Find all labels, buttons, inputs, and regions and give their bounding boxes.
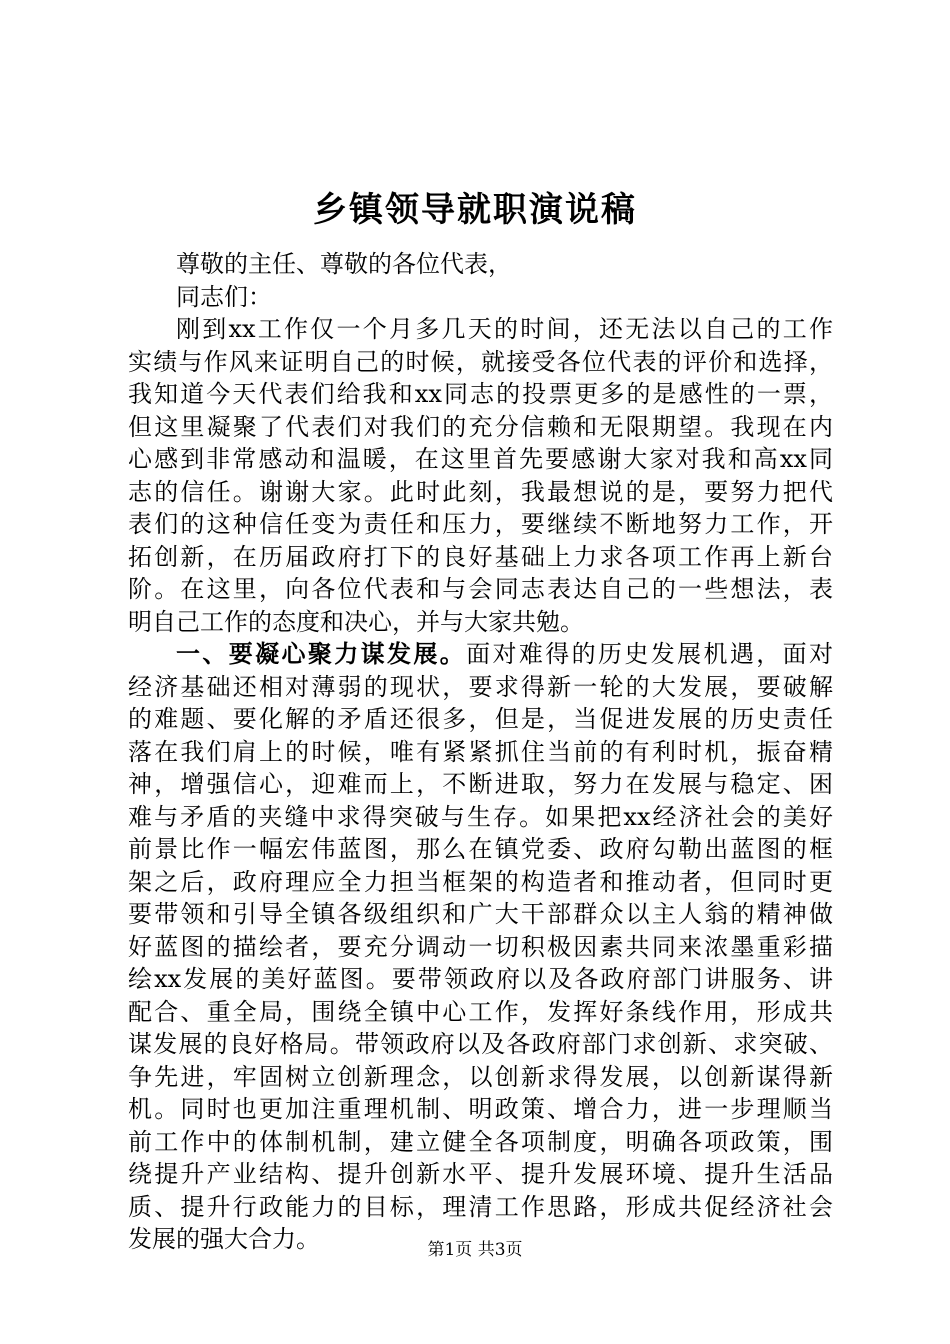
paragraph-2-line: 的难题、要化解的矛盾还很多，但是，当促进发展的历史责任 [128,705,833,733]
paragraph-1-line: 志的信任。谢谢大家。此时此刻，我最想说的是，要努力把代 [128,477,833,506]
paragraph-1-line: 刚到xx工作仅一个月多几天的时间，还无法以自己的工作 [176,315,833,343]
paragraph-2-line: 配合、重全局，围绕全镇中心工作，发挥好条线作用，形成共 [128,997,833,1026]
paragraph-1-line: 阶。在这里，向各位代表和与会同志表达自己的一些想法，表 [128,575,833,603]
paragraph-2 [128,638,833,1256]
paragraph-1-line: 心感到非常感动和温暖，在这里首先要感谢大家对我和高xx同 [128,445,833,473]
paragraph-2-line: 争先进，牢固树立创新理念，以创新求得发展，以创新谋得新 [128,1062,833,1091]
paragraph-2-line: 要带领和引导全镇各级组织和广大干部群众以主人翁的精神做 [128,900,833,928]
paragraph-2-line: 经济基础还相对薄弱的现状，要求得新一轮的大发展，要破解 [128,672,833,701]
paragraph-2-line: 前景比作一幅宏伟蓝图，那么在镇党委、政府勾勒出蓝图的框 [128,835,833,863]
paragraph-2-first-line [128,638,833,671]
section-heading: 一、要凝心聚力谋发展。 [176,639,467,668]
document-body [128,248,833,1256]
salutation-line-2: 同志们： [176,282,272,311]
paragraph-2-line: 难与矛盾的夹缝中求得突破与生存。如果把xx经济社会的美好 [128,802,833,831]
page-number-footer: 第1页 共3页 [427,1240,523,1260]
paragraph-2-first-line-text: 面对难得的历史发展机遇，面对 [466,640,833,668]
paragraph-2-line: 机。同时也更加注重理机制、明政策、增合力，进一步理顺当 [128,1095,833,1123]
paragraph-2-line: 发展的强大合力。 [128,1225,320,1253]
paragraph-2-line: 神，增强信心，迎难而上，不断进取，努力在发展与稳定、困 [128,770,833,798]
paragraph-2-line: 谋发展的良好格局。带领政府以及各政府部门求创新、求突破、 [128,1030,833,1058]
paragraph-1-line: 明自己工作的态度和决心，并与大家共勉。 [128,607,584,636]
paragraph-2-line: 绕提升产业结构、提升创新水平、提升发展环境、提升生活品 [128,1160,833,1188]
paragraph-1-line: 拓创新，在历届政府打下的良好基础上力求各项工作再上新台 [128,542,833,571]
salutation-line-1: 尊敬的主任、尊敬的各位代表， [176,250,512,278]
paragraph-1 [128,313,833,638]
paragraph-2-line: 落在我们肩上的时候，唯有紧紧抓住当前的有利时机，振奋精 [128,737,833,766]
paragraph-2-line: 绘xx发展的美好蓝图。要带领政府以及各政府部门讲服务、讲 [128,965,833,993]
document-title: 乡镇领导就职演说稿 [313,190,637,230]
paragraph-2-line: 质、提升行政能力的目标，理清工作思路，形成共促经济社会 [128,1192,833,1221]
paragraph-2-line: 架之后，政府理应全力担当框架的构造者和推动者，但同时更 [128,867,833,896]
paragraph-1-line: 我知道今天代表们给我和xx同志的投票更多的是感性的一票， [128,380,833,408]
paragraph-1-line: 但这里凝聚了代表们对我们的充分信赖和无限期望。我现在内 [128,412,833,441]
paragraph-1-line: 实绩与作风来证明自己的时候，就接受各位代表的评价和选择， [128,347,833,376]
paragraph-1-line: 表们的这种信任变为责任和压力，要继续不断地努力工作，开 [128,510,833,538]
paragraph-2-line: 前工作中的体制机制，建立健全各项制度，明确各项政策，围 [128,1127,833,1156]
paragraph-2-line: 好蓝图的描绘者，要充分调动一切积极因素共同来浓墨重彩描 [128,932,833,961]
